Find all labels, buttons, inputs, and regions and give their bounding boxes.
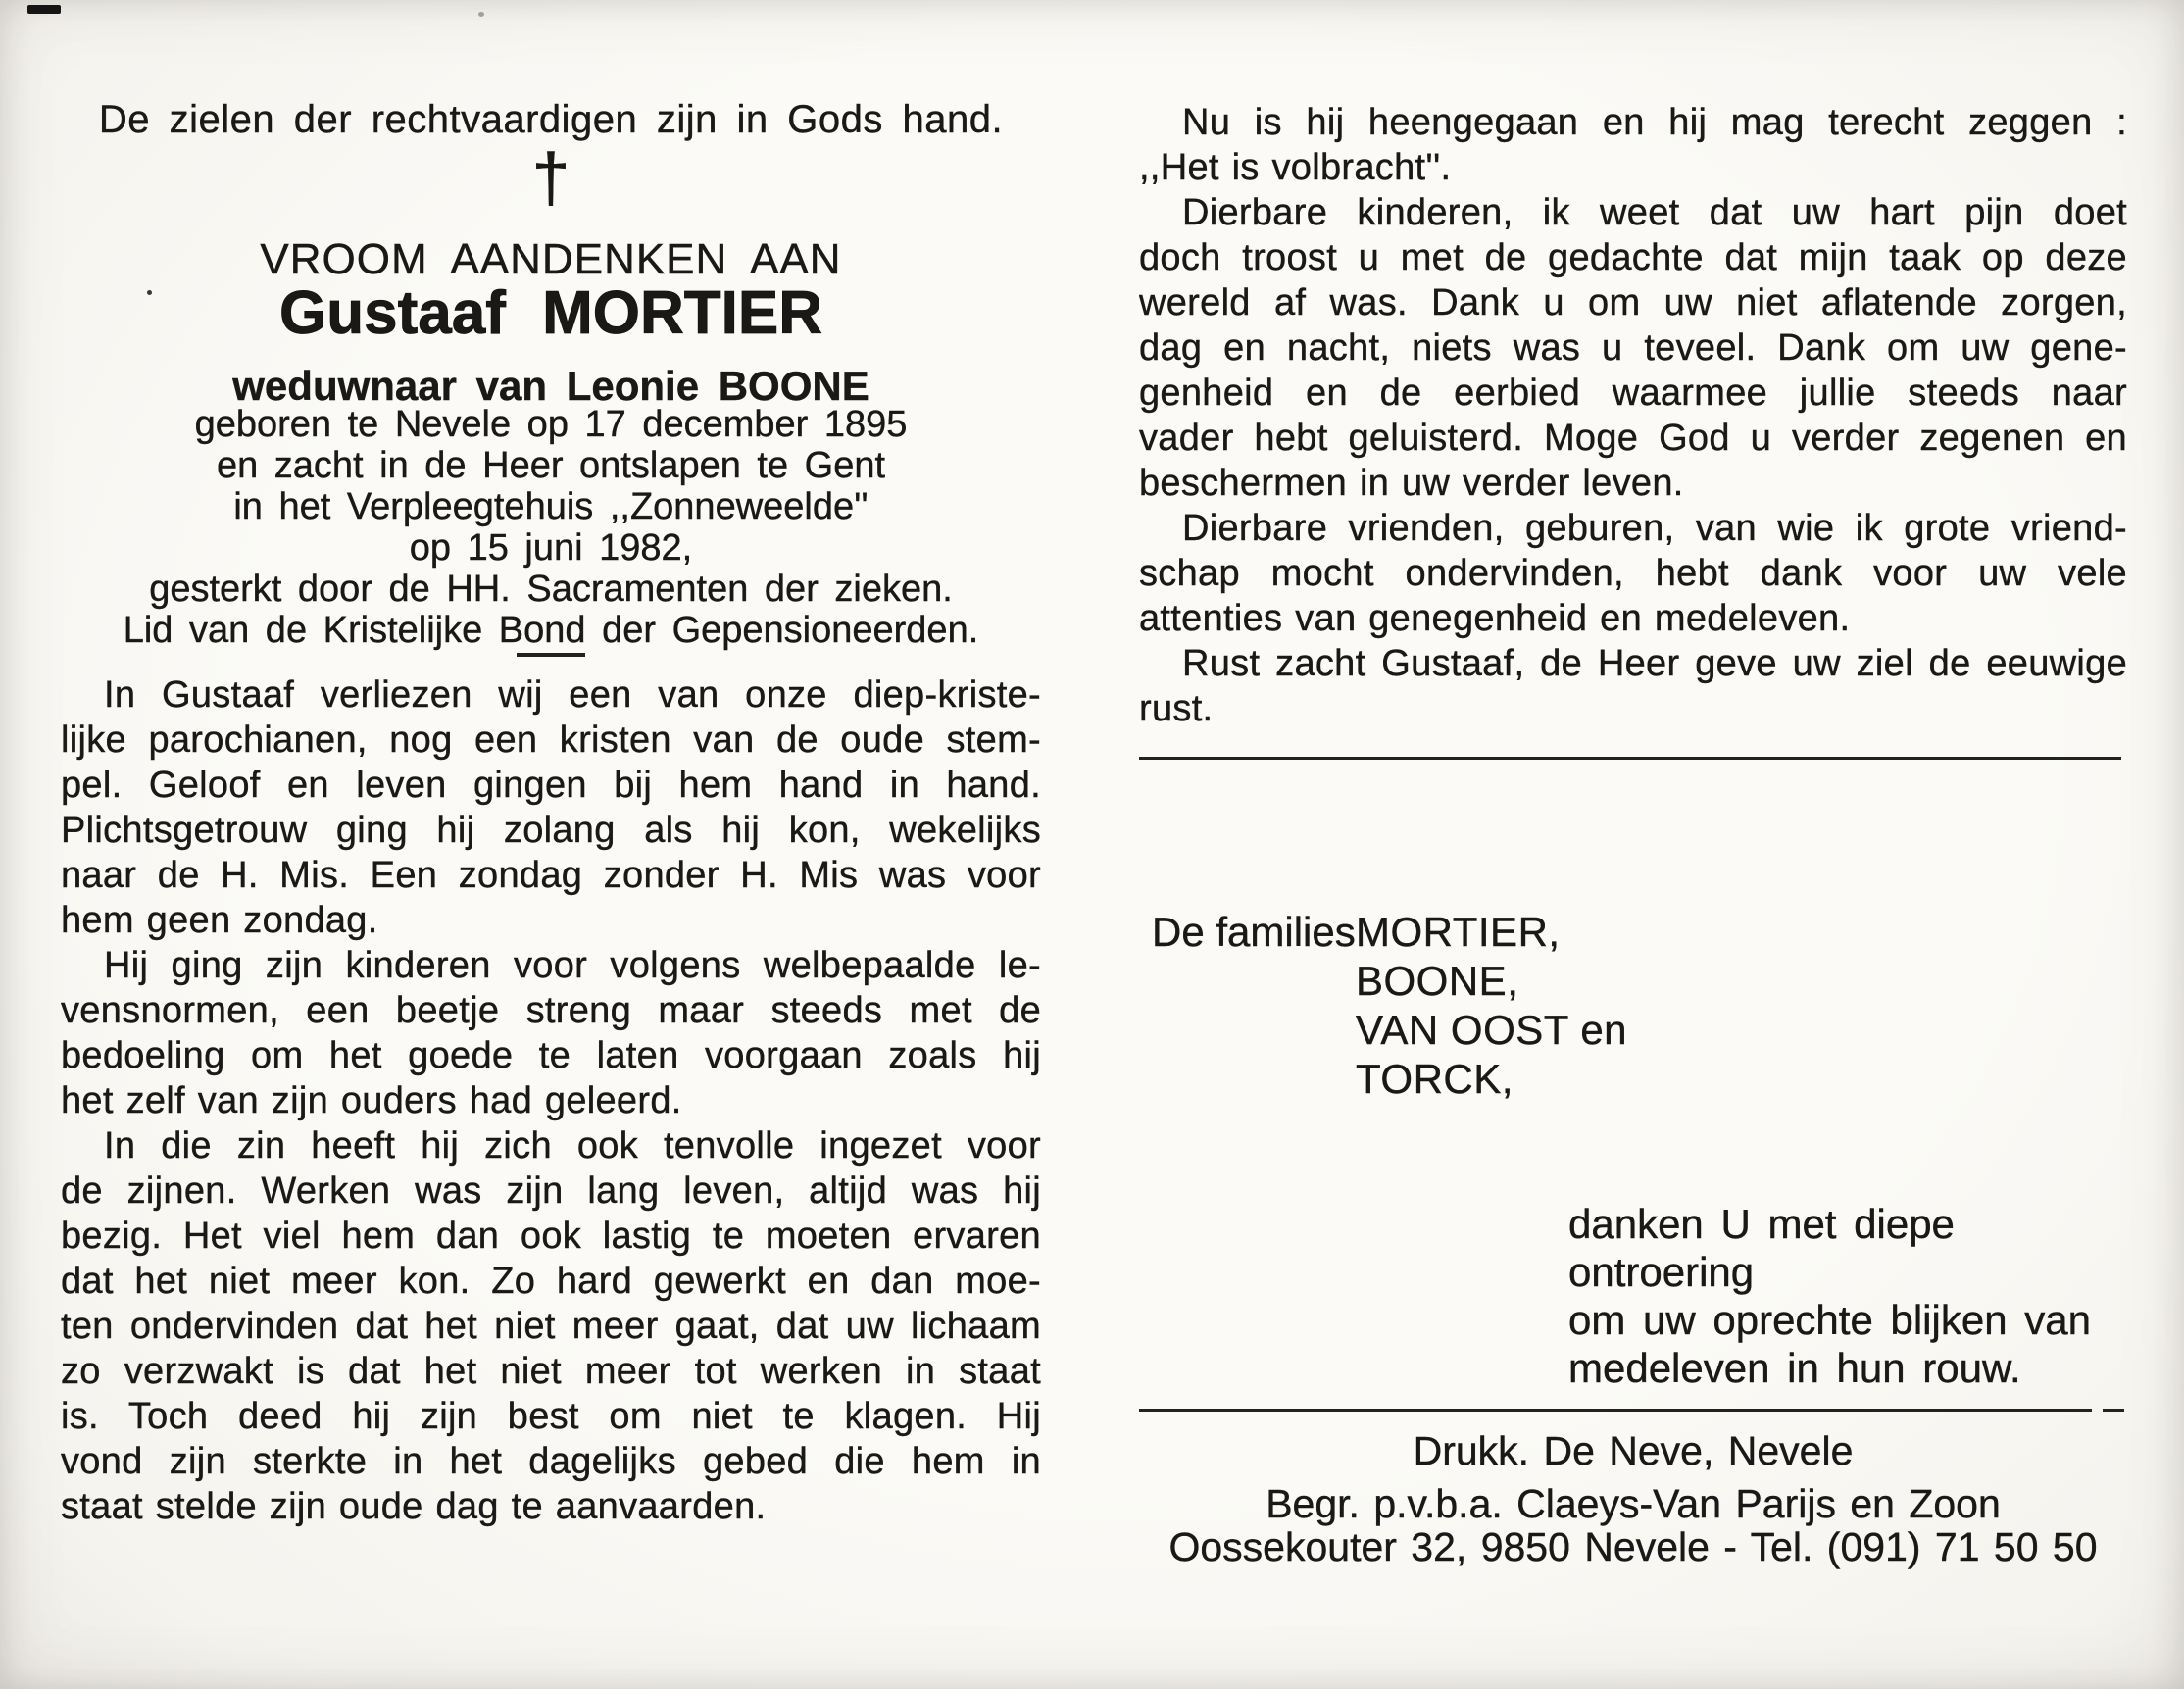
text-line: Hij ging zijn kinderen voor volgens welbepaalde le-	[104, 945, 1041, 986]
text-line: Lid van de Kristelijke Bond der Gepensioneerden.	[123, 610, 979, 651]
text-line: op 15 juni 1982,	[409, 527, 693, 569]
text-line: MORTIER,	[1356, 909, 1561, 955]
paragraph	[61, 1123, 1041, 1529]
memorial-label: VROOM AANDENKEN AAN	[260, 235, 842, 283]
text-line: attenties van genegenheid en medeleven.	[1139, 598, 1851, 639]
text-line: vader hebt geluisterd. Moge God u verder zegenen en	[1139, 418, 2127, 459]
text-line: Dierbare vrienden, geburen, van wie ik grote vriend-	[1182, 508, 2127, 549]
text-line: zo verzwakt is dat het niet meer tot werken in staat	[61, 1351, 1041, 1392]
text-line: bedoeling om het goede te laten voorgaan zoals hij	[61, 1035, 1041, 1076]
text-line: danken U met diepe ontroering	[1568, 1201, 1955, 1295]
text-line: schap mocht ondervinden, hebt dank voor uw vele	[1139, 553, 2127, 594]
text-line: Nu is hij heengegaan en hij mag terecht zeggen :	[1182, 102, 2127, 143]
paragraph	[1139, 506, 2127, 641]
relation-line: weduwnaar van Leonie BOONE	[232, 363, 869, 409]
text-line: ,,Het is volbracht''.	[1139, 147, 1452, 188]
text-line: de zijnen. Werken was zijn lang leven, altijd was hij	[61, 1170, 1041, 1212]
text-line: Oossekouter 32, 9850 Nevele - Tel. (091) 71 50 50	[1168, 1524, 2098, 1569]
scan-artifact	[27, 5, 61, 14]
families-names	[1356, 908, 1627, 1104]
text-line: medeleven in hun rouw.	[1568, 1345, 2021, 1391]
text-line: naar de H. Mis. Een zondag zonder H. Mis was voor	[61, 855, 1041, 896]
text-line: TORCK,	[1356, 1056, 1514, 1102]
text-line: ten ondervinden dat het niet meer gaat, dat uw lichaam	[61, 1306, 1041, 1347]
text-line: genheid en de eerbied waarmee jullie steeds naar	[1139, 373, 2127, 414]
cross-icon: †	[531, 139, 571, 216]
text-line: rust.	[1139, 688, 1214, 729]
right-body-text	[1139, 100, 2127, 731]
scan-artifact	[478, 12, 484, 17]
text-line: lijke parochianen, nog een kristen van de oude stem-	[61, 720, 1041, 761]
text-line: om uw oprechte blijken van	[1568, 1297, 2091, 1343]
text-line: pel. Geloof en leven gingen bij hem hand in hand.	[61, 765, 1041, 806]
section-divider	[1139, 757, 2121, 760]
paragraph	[61, 672, 1041, 943]
text-line: Begr. p.v.b.a. Claeys-Van Parijs en Zoon	[1266, 1481, 2001, 1526]
left-body-text	[61, 672, 1041, 1529]
text-line: BOONE,	[1356, 958, 1519, 1004]
text-line: VAN OOST en	[1356, 1007, 1628, 1053]
scan-artifact	[147, 290, 152, 295]
text-line: vensnormen, een beetje streng maar steeds met de	[61, 990, 1041, 1031]
text-line: Dierbare kinderen, ik weet dat uw hart pijn doet	[1182, 192, 2127, 233]
text-line: bezig. Het viel hem dan ook lastig te moeten ervaren	[61, 1216, 1041, 1257]
paragraph	[1139, 641, 2127, 731]
text-line: hem geen zondag.	[61, 900, 378, 941]
deceased-name: Gustaaf MORTIER	[279, 279, 822, 347]
families-block	[1139, 908, 2127, 1104]
thanks-block	[1139, 1200, 2127, 1392]
text-line: gesterkt door de HH. Sacramenten der zieken.	[149, 569, 953, 610]
text-line: wereld af was. Dank u om uw niet aflatende zorgen,	[1139, 282, 2127, 323]
text-line: het zelf van zijn ouders had geleerd.	[61, 1080, 682, 1121]
paragraph	[1139, 100, 2127, 190]
families-label: De families	[1152, 909, 1356, 955]
text-line: en zacht in de Heer ontslapen te Gent	[216, 445, 886, 486]
printer-block	[1139, 1429, 2127, 1568]
section-divider	[517, 653, 585, 657]
text-line: staat stelde zijn oude dag te aanvaarden.	[61, 1486, 767, 1527]
text-line: In Gustaaf verliezen wij een van onze diep-kriste-	[104, 674, 1041, 716]
text-line: dat het niet meer kon. Zo hard gewerkt en dan moe-	[61, 1261, 1041, 1302]
text-line: Drukk. De Neve, Nevele	[1413, 1428, 1854, 1473]
text-line: vond zijn sterkte in het dagelijks gebed die hem in	[61, 1441, 1041, 1482]
paragraph	[1139, 190, 2127, 506]
divider-dash	[2103, 1409, 2124, 1412]
right-page	[1139, 0, 2127, 1689]
text-line: in het Verpleegtehuis ,,Zonneweelde''	[233, 486, 869, 527]
text-line: geboren te Nevele op 17 december 1895	[194, 404, 908, 445]
text-line: Rust zacht Gustaaf, de Heer geve uw ziel de eeuwige	[1182, 643, 2127, 684]
life-details	[61, 404, 1041, 651]
epigraph: De zielen der rechtvaardigen zijn in Gods hand.	[98, 98, 1004, 141]
paragraph	[61, 943, 1041, 1123]
text-line: doch troost u met de gedachte dat mijn taak op deze	[1139, 237, 2127, 278]
text-line: is. Toch deed hij zijn best om niet te klagen. Hij	[61, 1396, 1041, 1437]
left-page	[61, 0, 1041, 1689]
text-line: In die zin heeft hij zich ook tenvolle ingezet voor	[104, 1125, 1041, 1167]
section-divider	[1139, 1409, 2092, 1412]
text-line: dag en nacht, niets was u teveel. Dank om uw gene-	[1139, 327, 2127, 369]
text-line: Plichtsgetrouw ging hij zolang als hij kon, wekelijks	[61, 810, 1041, 851]
text-line: beschermen in uw verder leven.	[1139, 463, 1684, 504]
